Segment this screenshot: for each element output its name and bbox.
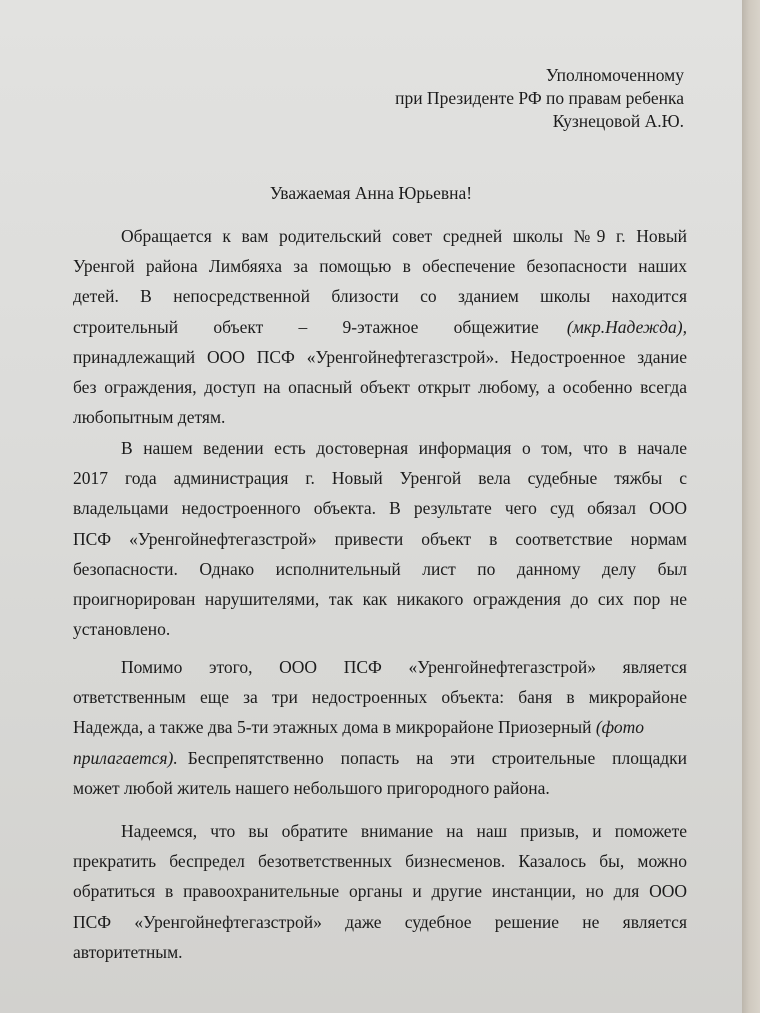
salutation: Уважаемая Анна Юрьевна! bbox=[269, 183, 473, 203]
desk-background bbox=[742, 0, 760, 1013]
paragraph-line: ПСФ «Уренгойнефтегазстрой» даже судебное решение не является bbox=[73, 911, 687, 932]
paragraph-line: проигнорирован нарушителями, так как никакого ограждения до сих пор не bbox=[73, 589, 687, 610]
italic-note: (мкр.Надежда), bbox=[566, 316, 687, 337]
paragraph-1 bbox=[73, 221, 687, 432]
italic-note: (фото bbox=[595, 717, 644, 738]
paragraph-line: без ограждения, доступ на опасный объект открыт любому, а особенно всегда bbox=[73, 377, 687, 398]
paragraph-line: авторитетным. bbox=[73, 941, 183, 962]
paragraph-line bbox=[73, 312, 687, 342]
paragraph-line: обратиться в правоохранительные органы и другие инстанции, но для ООО bbox=[73, 881, 687, 902]
paragraph-line: принадлежащий ООО ПСФ «Уренгойнефтегазстрой». Недостроенное здание bbox=[73, 346, 687, 367]
addressee-block bbox=[395, 64, 684, 133]
paragraph-line: Надеемся, что вы обратите внимание на наш призыв, и поможете bbox=[121, 821, 687, 841]
line-text: Надежда, а также два 5-ти этажных дома в микрорайоне Приозерный bbox=[73, 717, 592, 738]
paragraph-line: детей. В непосредственной близости со зданием школы находится bbox=[73, 286, 687, 307]
paragraph-line: Помимо этого, ООО ПСФ «Уренгойнефтегазстрой» является bbox=[121, 657, 687, 677]
paragraph-line: может любой житель нашего небольшого пригородного района. bbox=[73, 777, 550, 798]
paragraph-line: Обращается к вам родительский совет средней школы №9 г. Новый bbox=[121, 226, 687, 246]
paragraph-line: ответственным еще за три недостроенных объекта: баня в микрорайоне bbox=[73, 687, 687, 708]
paragraph-line: 2017 года администрация г. Новый Уренгой вела судебные тяжбы с bbox=[73, 468, 687, 489]
line-text: Беспрепятственно попасть на эти строительные площадки bbox=[187, 747, 687, 768]
paragraph-3 bbox=[73, 652, 687, 803]
italic-note: прилагается). bbox=[73, 747, 178, 768]
addressee-line: при Президенте РФ по правам ребенка bbox=[395, 88, 684, 108]
paragraph-line: безопасности. Однако исполнительный лист по данному делу был bbox=[73, 558, 687, 579]
paragraph-line bbox=[73, 743, 687, 773]
paragraph-2 bbox=[73, 433, 687, 644]
paragraph-line: В нашем ведении есть достоверная информация о том, что в начале bbox=[121, 438, 687, 458]
line-text: строительный объект – 9-этажное общежитие bbox=[73, 316, 539, 337]
paragraph-4 bbox=[73, 816, 687, 967]
paragraph-line bbox=[73, 712, 687, 742]
paragraph-line: установлено. bbox=[73, 619, 171, 640]
paragraph-line: прекратить беспредел безответственных бизнесменов. Казалось бы, можно bbox=[73, 851, 687, 872]
addressee-line: Уполномоченному bbox=[545, 65, 684, 85]
paragraph-line: владельцами недостроенного объекта. В результате чего суд обязал ООО bbox=[73, 498, 687, 519]
paragraph-line: ПСФ «Уренгойнефтегазстрой» привести объект в соответствие нормам bbox=[73, 528, 687, 549]
paragraph-line: Уренгой района Лимбяяха за помощью в обеспечение безопасности наших bbox=[73, 256, 687, 277]
addressee-line: Кузнецовой А.Ю. bbox=[552, 111, 684, 131]
paragraph-line: любопытным детям. bbox=[73, 407, 226, 428]
